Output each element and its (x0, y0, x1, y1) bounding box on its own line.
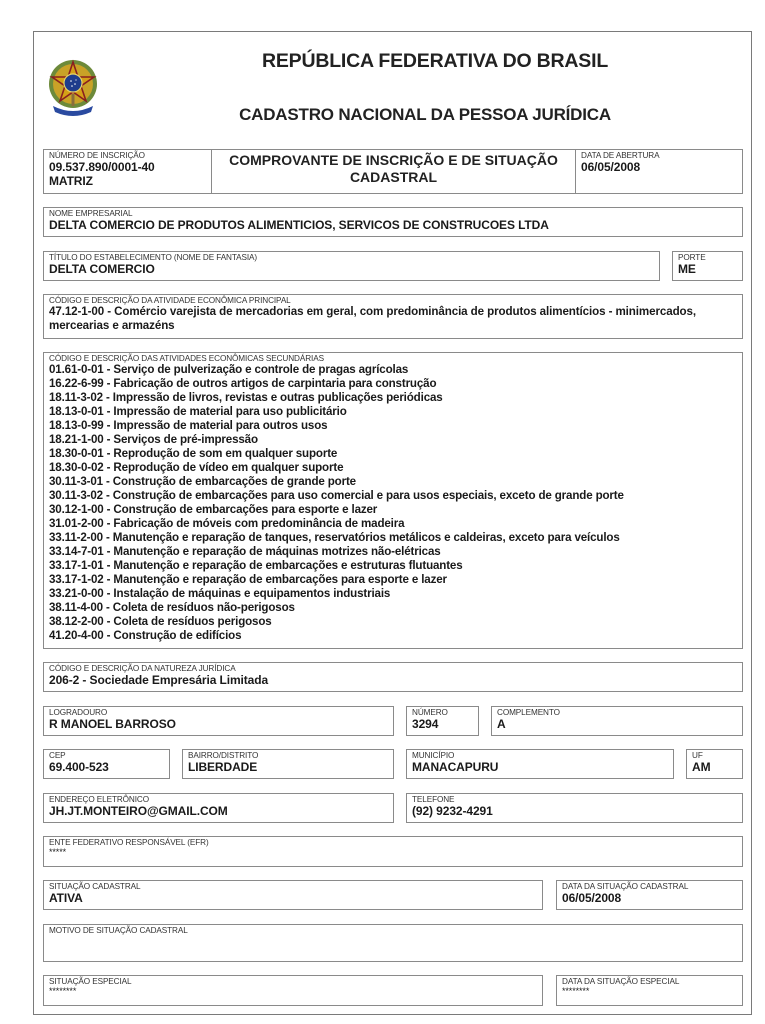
cnpj-value: 09.537.890/0001-40 (49, 160, 155, 174)
special-status-label: SITUAÇÃO ESPECIAL (49, 977, 132, 986)
special-status-box (43, 975, 543, 1006)
country-title: REPÚBLICA FEDERATIVA DO BRASIL (261, 50, 609, 72)
cnpj-box (43, 149, 212, 194)
certificate-title-line2: CADASTRAL (349, 169, 438, 185)
opening-date-label: DATA DE ABERTURA (581, 151, 660, 160)
main-activity-box (43, 294, 743, 339)
cnpj-label: NÚMERO DE INSCRIÇÃO (49, 151, 145, 160)
city-value: MANACAPURU (412, 760, 499, 774)
number-box (406, 706, 479, 736)
legal-nature-box (43, 662, 743, 692)
trade-name-label: TÍTULO DO ESTABELECIMENTO (NOME DE FANTASIA) (49, 253, 258, 262)
state-box (686, 749, 743, 779)
legal-nature-value: 206-2 - Sociedade Empresária Limitada (49, 673, 269, 687)
efr-label: ENTE FEDERATIVO RESPONSÁVEL (EFR) (49, 838, 209, 847)
registry-title: CADASTRO NACIONAL DA PESSOA JURÍDICA (239, 105, 611, 124)
status-reason-label: MOTIVO DE SITUAÇÃO CADASTRAL (49, 926, 188, 935)
certificate-title (212, 152, 575, 186)
registration-status-label: SITUAÇÃO CADASTRAL (49, 882, 141, 891)
complement-value: A (497, 717, 506, 731)
certificate-title-line1: COMPROVANTE DE INSCRIÇÃO E DE SITUAÇÃO (229, 152, 558, 168)
opening-date-value: 06/05/2008 (581, 160, 641, 174)
list-item: 30.12-1-00 - Construção de embarcações para esporte e lazer (49, 503, 378, 516)
street-value: R MANOEL BARROSO (49, 717, 176, 731)
number-label: NÚMERO (412, 708, 448, 717)
list-item: 18.30-0-01 - Reprodução de som em qualquer suporte (49, 447, 338, 460)
number-value: 3294 (412, 717, 439, 731)
efr-box (43, 836, 743, 867)
opening-date-box (575, 149, 743, 194)
list-item: 30.11-3-01 - Construção de embarcações de grande porte (49, 475, 356, 488)
zip-label: CEP (49, 751, 66, 760)
email-label: ENDEREÇO ELETRÔNICO (49, 795, 150, 804)
main-activity-label: CÓDIGO E DESCRIÇÃO DA ATIVIDADE ECONÔMICA PRINCIPAL (49, 296, 291, 305)
list-item: 33.17-1-01 - Manutenção e reparação de embarcações e estruturas flutuantes (49, 559, 463, 572)
status-reason-box (43, 924, 743, 962)
company-name-label: NOME EMPRESARIAL (49, 209, 133, 218)
list-item: 01.61-0-01 - Serviço de pulverização e controle de pragas agrícolas (49, 363, 409, 376)
secondary-activities-list (49, 363, 737, 643)
trade-name-box (43, 251, 660, 281)
list-item: 41.20-4-00 - Construção de edifícios (49, 629, 242, 642)
size-box (672, 251, 743, 281)
state-label: UF (692, 751, 703, 760)
street-label: LOGRADOURO (49, 708, 108, 717)
list-item: 33.21-0-00 - Instalação de máquinas e equipamentos industriais (49, 587, 391, 600)
secondary-activities-label: CÓDIGO E DESCRIÇÃO DAS ATIVIDADES ECONÔMICAS SECUNDÁRIAS (49, 354, 324, 363)
phone-label: TELEFONE (412, 795, 455, 804)
list-item: 31.01-2-00 - Fabricação de móveis com predominância de madeira (49, 517, 405, 530)
registration-status-value: ATIVA (49, 891, 83, 905)
establishment-type: MATRIZ (49, 174, 93, 188)
list-item: 18.13-0-01 - Impressão de material para uso publicitário (49, 405, 347, 418)
status-date-value: 06/05/2008 (562, 891, 622, 905)
secondary-activities-box (43, 352, 743, 649)
special-status-date-value: ******** (562, 986, 590, 996)
list-item: 16.22-6-99 - Fabricação de outros artigos de carpintaria para construção (49, 377, 437, 390)
special-status-date-box (556, 975, 743, 1006)
city-box (406, 749, 674, 779)
list-item: 30.11-3-02 - Construção de embarcações para uso comercial e para usos especiais, exceto de grande porte (49, 489, 624, 502)
zip-value: 69.400-523 (49, 760, 109, 774)
email-box (43, 793, 394, 823)
legal-nature-label: CÓDIGO E DESCRIÇÃO DA NATUREZA JURÍDICA (49, 664, 236, 673)
list-item: 38.11-4-00 - Coleta de resíduos não-perigosos (49, 601, 295, 614)
phone-value: (92) 9232-4291 (412, 804, 493, 818)
list-item: 18.11-3-02 - Impressão de livros, revistas e outras publicações periódicas (49, 391, 443, 404)
brazil-coat-of-arms-icon (45, 56, 101, 120)
size-value: ME (678, 262, 696, 276)
special-status-value: ******** (49, 986, 77, 996)
list-item: 33.11-2-00 - Manutenção e reparação de tanques, reservatórios metálicos e caldeiras, exceto para veículos (49, 531, 620, 544)
city-label: MUNICÍPIO (412, 751, 455, 760)
status-date-label: DATA DA SITUAÇÃO CADASTRAL (562, 882, 689, 891)
efr-value: ***** (49, 847, 67, 857)
trade-name-value: DELTA COMERCIO (49, 262, 155, 276)
company-name-value: DELTA COMERCIO DE PRODUTOS ALIMENTICIOS, SERVICOS DE CONSTRUCOES LTDA (49, 218, 549, 232)
list-item: 18.21-1-00 - Serviços de pré-impressão (49, 433, 258, 446)
main-activity-line1: 47.12-1-00 - Comércio varejista de mercadorias em geral, com predominância de produtos alimentícios - minimercados, (49, 305, 697, 318)
state-value: AM (692, 760, 711, 774)
phone-box (406, 793, 743, 823)
complement-label: COMPLEMENTO (497, 708, 560, 717)
special-status-date-label: DATA DA SITUAÇÃO ESPECIAL (562, 977, 680, 986)
company-name-box (43, 207, 743, 237)
list-item: 33.14-7-01 - Manutenção e reparação de máquinas motrizes não-elétricas (49, 545, 441, 558)
zip-box (43, 749, 170, 779)
district-box (182, 749, 394, 779)
list-item: 18.30-0-02 - Reprodução de vídeo em qualquer suporte (49, 461, 344, 474)
district-label: BAIRRO/DISTRITO (188, 751, 259, 760)
district-value: LIBERDADE (188, 760, 258, 774)
main-activity-line2: mercearias e armazéns (49, 319, 175, 332)
certificate-title-box (211, 149, 576, 194)
street-box (43, 706, 394, 736)
list-item: 33.17-1-02 - Manutenção e reparação de embarcações para esporte e lazer (49, 573, 447, 586)
complement-box (491, 706, 743, 736)
list-item: 18.13-0-99 - Impressão de material para outros usos (49, 419, 328, 432)
status-date-box (556, 880, 743, 910)
email-value: JH.JT.MONTEIRO@GMAIL.COM (49, 804, 228, 818)
registration-status-box (43, 880, 543, 910)
list-item: 38.12-2-00 - Coleta de resíduos perigosos (49, 615, 272, 628)
size-label: PORTE (678, 253, 706, 262)
